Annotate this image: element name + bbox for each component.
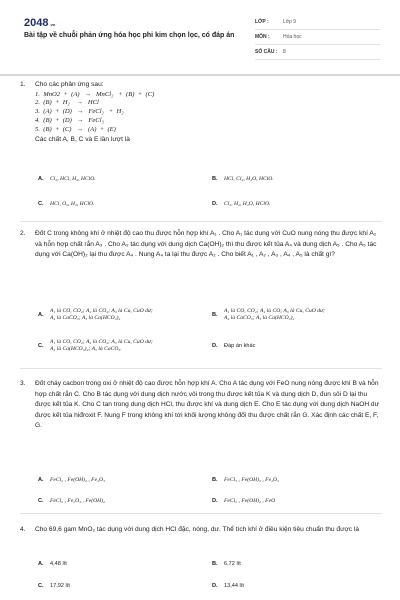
question-text: Đốt cháy cacbon trong oxi ở nhiệt độ cao được hỗn hợp khí A. Cho A tác dụng với FeO nung nóng được khí B và hỗn hợp chất rắn C. Cho B tác dụng với dung dịch nước vôi trong thu được kết tủa K và dung dịch D, đun sôi D lại thu được kết tủa K. Cho C tan trong dung dịch HCl, thu được khí và dung dịch E. Cho E tác dụng với dung dịch NaOH dư được kết tủa hiđroxit F. Nung F trong không khí tới khối lượng không đổi thu được chất rắn G. Xác định các chất E, F, G. — [35, 380, 379, 430]
question-number: 2. — [20, 230, 26, 237]
answer-option[interactable]: A. 4,48 lít — [38, 561, 67, 567]
meta-label: LỚP : — [255, 19, 269, 25]
reaction-line: 4. (B) + (D) → FeCl₃ — [35, 116, 104, 124]
reaction-line: 3. (A) + (D) → FeCl₂ + H₂ — [35, 108, 124, 116]
meta-row-subject — [255, 30, 380, 45]
reaction-line: 2. (B) + H₂ → HCl — [35, 99, 99, 107]
answer-option[interactable]: D. Cl₂, H₂, H₂O, HClO. — [212, 201, 271, 207]
question-1 — [20, 80, 382, 145]
meta-value: 8 — [283, 49, 286, 55]
answer-option[interactable]: C. A₁ là CO, CO₂; A₂ là CO₂; A₃ là Cu, CuO dư; A₄ là Ca(HCO₃)₂; A₅ là CaCO₃. — [38, 339, 153, 353]
answer-option[interactable]: B. A₁ là CO, CO₂; A₂ là CO; A₃ là Cu, CuO dư; A₄ là CaCO₃; A₅ là Ca(HCO₃)₂ — [212, 308, 325, 322]
answer-option[interactable]: B. HCl, Cl₂, H₂O, HClO. — [212, 176, 274, 182]
meta-label: SỐ CÂU : — [255, 49, 278, 55]
page-header — [0, 0, 400, 68]
answer-option[interactable]: B. FeCl₃ , Fe(OH)₃ , Fe₂O₃ — [212, 477, 279, 483]
answer-option[interactable]: A. FeCl₂ , Fe(OH)₂ , Fe₂O₃ — [38, 477, 105, 483]
question-text: Đốt C trong không khí ở nhiệt độ cao thu được hỗn hợp khí A₁ . Cho A₁ tác dụng với CuO nung nóng thu được khí A₂ và hỗn hợp chất rắn A₃ . Cho A₂ tác dụng với dung dịch Ca(OH)₂ thì thu được kết tủa A₄ và dung dịch A₅ . Cho A₅ tác dụng với Ca(OH)₂ lại thu được A₄ . Nung A₄ ta lại thu được A₂ . Cho biết A₁ , A₂ , A₃ , A₄ , A₅ là chất gì? — [35, 230, 377, 259]
answer-option[interactable]: C. 17,92 lít — [38, 583, 70, 589]
answer-option[interactable]: A. A₁ là CO, CO₂; A₂ là CO₂; A₃ là Cu, CuO dư; A₄ là CaCO₃; A₅ là Ca(HCO₃)₂ — [38, 308, 153, 322]
page-title: Bài tập về chuỗi phản ứng hóa học phi kim chọn lọc, có đáp án — [24, 32, 235, 39]
answer-option[interactable]: C. HCl, O₂, H₂, HClO. — [38, 201, 95, 207]
question-divider — [20, 513, 382, 514]
question-number: 1. — [20, 81, 26, 88]
question-divider — [20, 368, 382, 369]
question-text: Cho 69,6 gam MnO₂ tác dụng với dung dịch HCl đặc, nóng, dư. Thể tích khí ở điều kiện tiêu chuẩn thu được là — [35, 526, 360, 533]
question-number: 3. — [20, 380, 26, 387]
meta-row-class — [255, 15, 380, 30]
question-3 — [20, 379, 382, 432]
question-text: Cho các phản ứng sau: — [35, 81, 104, 88]
meta-label: MÔN : — [255, 34, 270, 40]
header-divider — [0, 74, 400, 76]
brand-logo[interactable]: 2048.vn — [24, 17, 56, 29]
meta-row-count — [255, 45, 380, 60]
meta-value: Lớp 9 — [283, 19, 297, 25]
answer-option[interactable]: C. FeCl₂ , Fe₂O₃ , Fe(OH)₂ — [38, 498, 105, 504]
question-2 — [20, 229, 382, 261]
answer-option[interactable]: D. FeCl₂ , Fe(OH)₂ , FeO — [212, 498, 276, 504]
meta-table — [255, 15, 380, 60]
answer-option[interactable]: A. Cl₂, HCl, H₂, HClO. — [38, 176, 96, 182]
answer-option[interactable]: D. 13,44 lít — [212, 583, 244, 589]
question-prompt: Các chất A, B, C và E lần lượt là — [35, 135, 130, 143]
answer-option[interactable]: D. Đáp án khác — [212, 343, 256, 349]
reaction-line: 5. (B) + (C) → (A) + (E) — [35, 125, 116, 133]
reaction-line: 1. MnO2 + (A) → MnCl₂ + (B) + (C) — [35, 90, 155, 98]
question-divider — [20, 221, 382, 222]
answer-option[interactable]: B. 6,72 lít — [212, 561, 241, 567]
question-number: 4. — [20, 526, 26, 533]
meta-value: Hóa học — [283, 34, 302, 40]
question-4 — [20, 525, 382, 536]
